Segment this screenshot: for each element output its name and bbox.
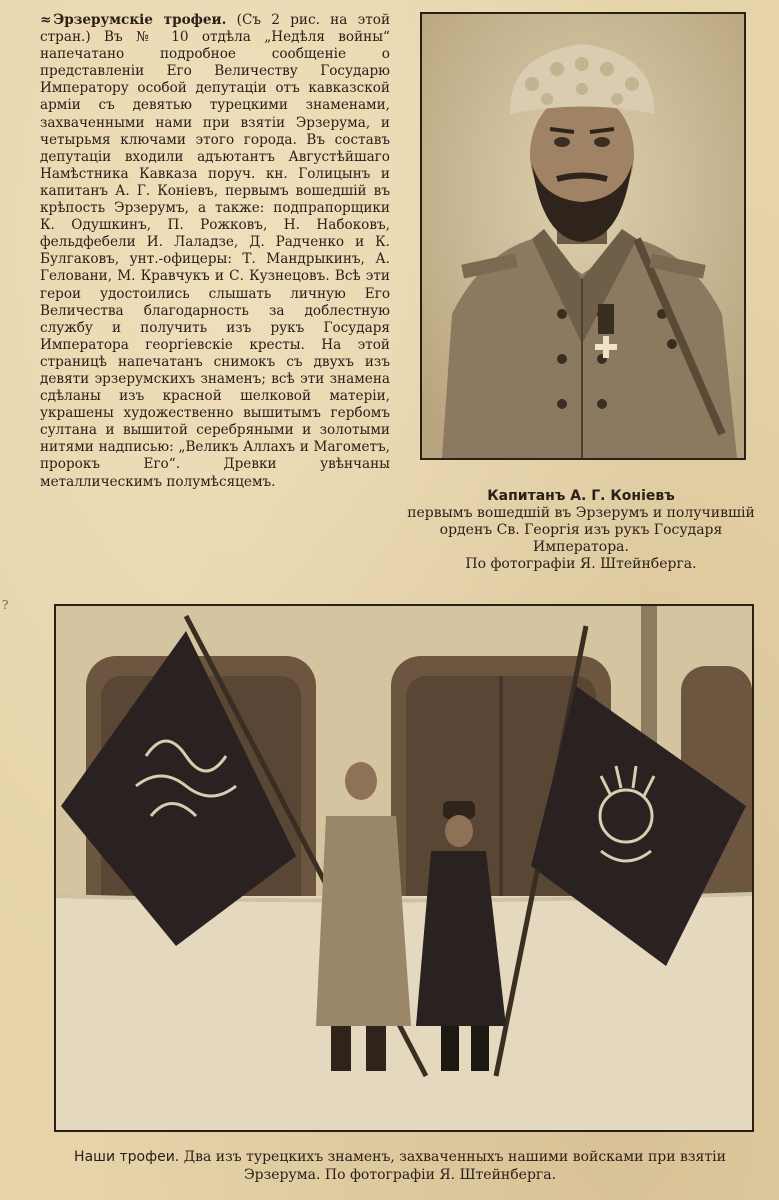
portrait-illustration	[422, 14, 744, 458]
portrait-caption-credit: По фотографiи Я. Штейнберга.	[465, 556, 697, 572]
margin-mark: ?	[2, 598, 9, 612]
section-marker: ≈	[40, 12, 50, 28]
portrait-caption-name: Капитанъ А. Г. Конiевъ	[487, 488, 675, 504]
portrait-photo	[420, 12, 746, 460]
flags-caption-text: Два изъ турецкихъ знаменъ, захваченныхъ нашими войсками при взятiи Эрзерума. По фотографiи Я. Штейнберга.	[183, 1149, 726, 1183]
flags-illustration	[56, 606, 752, 1130]
article-body: (Съ 2 рис. на этой стран.) Въ № 10 отдѣла „Недѣля войны“ напечатано подробное сообщенiе о представленiи Его Величеству Государю Императору особой депутацiи отъ кавказской армiи съ девятью турецкими знаменами, захваченными нами при взятiи Эрзерума, и четырьмя ключами этого города. Въ составъ депутацiи входили адъютантъ Августѣйшаго Намѣстника Кавказа поруч. кн. Голицынъ и капитанъ А. Г. Конiевъ, первымъ вошедшiй въ крѣпость Эрзерумъ, а также: подпрапорщики К. Одушкинъ, П. Рожковъ, Н. Набоковъ, фельдфебели И. Лаладзе, Д. Радченко и К. Булгаковъ, унт.-офицеры: Т. Мандрыкинъ, А. Геловани, М. Кравчукъ и С. Кузнецовъ. Всѣ эти герои удостоились слышать личную Его Величества благодарность за доблестную службу и получить изъ рукъ Государя Императора георгiевскiе кресты. На этой страницѣ напечатанъ снимокъ съ двухъ изъ девяти эрзерумскихъ знаменъ; всѣ эти знамена сдѣланы изъ красной шелковой матерiи, украшены художественно вышитымъ гербомъ султана и вышитой серебряными и золотыми нитями надписью: „Великъ Аллахъ и Магометъ, пророкъ Его“. Древки увѣнчаны металлическимъ полумѣсяцемъ.	[40, 12, 391, 490]
article-text	[40, 12, 390, 491]
portrait-caption	[406, 488, 756, 573]
flags-caption-lead: Наши трофеи.	[74, 1149, 180, 1165]
flags-photo	[54, 604, 754, 1132]
portrait-caption-text: первымъ вошедшiй въ Эрзерумъ и получившiй орденъ Св. Георгiя изъ рукъ Государя Императора.	[407, 505, 755, 555]
flags-caption	[40, 1148, 760, 1184]
article-title: Эрзерумскiе трофеи.	[53, 12, 227, 28]
